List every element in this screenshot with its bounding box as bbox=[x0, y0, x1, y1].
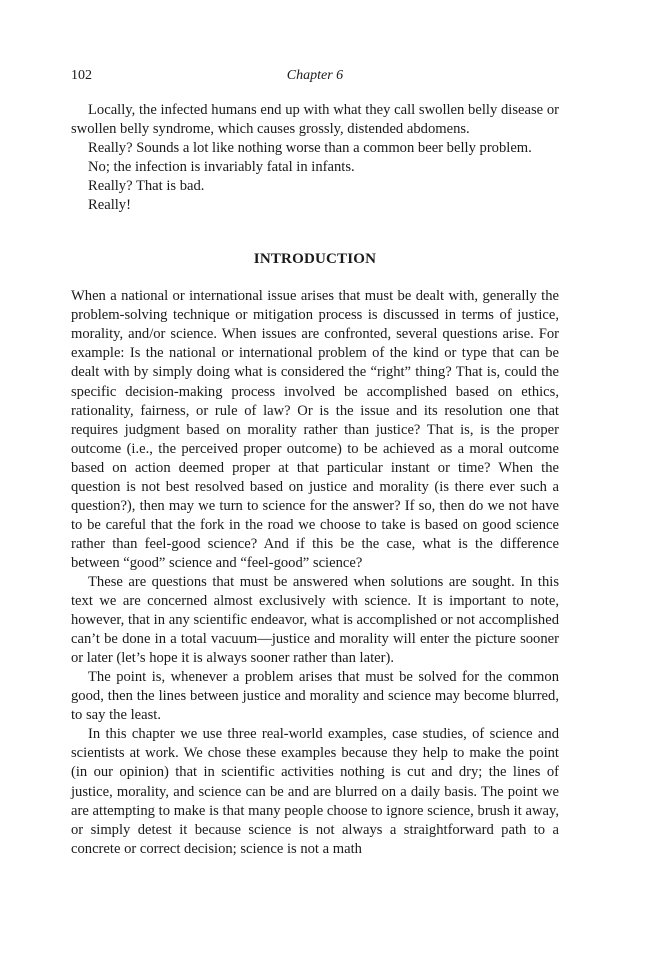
dialogue-line: Really! bbox=[88, 197, 131, 214]
dialogue-line: Locally, the infected humans end up with what they call swollen belly disease or swollen belly syndrome, which causes grossly, distended abdomens. bbox=[71, 102, 559, 138]
body-paragraph: The point is, whenever a problem arises that must be solved for the common good, then the lines between justice and morality and science may become blurred, to say the least. bbox=[71, 669, 559, 724]
page-content bbox=[71, 101, 559, 859]
body-paragraph: These are questions that must be answered when solutions are sought. In this text we are concerned almost exclusively with science. It is important to note, however, that in any scientific endeavor, what is accomplished or not accomplished can’t be done in a total vacuum—justice and morality will enter the picture sooner or later (let’s hope it is always sooner rather than later). bbox=[71, 573, 559, 667]
body-paragraph: In this chapter we use three real-world examples, case studies, of science and scientists at work. We chose these examples because they help to make the point (in our opinion) that in scientific activities nothing is cut and dry; the lines of justice, morality, and science can be and are blurred on a daily basis. The point we are attempting to make is that many people choose to ignore science, brush it away, or simply detest it because science is not always a straightforward path to a concrete or correct decision; science is not a math bbox=[71, 726, 559, 857]
dialogue-line: Really? Sounds a lot like nothing worse than a common beer belly problem. bbox=[88, 140, 532, 157]
section-heading: INTRODUCTION bbox=[253, 251, 377, 268]
page-number: 102 bbox=[71, 68, 92, 83]
chapter-label: Chapter 6 bbox=[286, 68, 344, 83]
dialogue-line: Really? That is bad. bbox=[88, 178, 205, 195]
dialogue-block bbox=[71, 101, 559, 215]
body-paragraph: When a national or international issue arises that must be dealt with, generally the problem-solving technique or mitigation process is discussed in terms of justice, morality, and/or science. When issues are confronted, several questions arise. For example: Is the national or international problem of the kind or type that can be dealt with by simply doing what is considered the “right” thing? That is, could the specific decision-making process involved be accomplished based on ethics, rationality, fairness, or rule of law? Or is the issue and its resolution one that requires judgment based on morality rather than justice? That is, is the proper outcome (i.e., the perceived proper outcome) to be achieved as a moral outcome based on action deemed proper at that particular instant or time? When the question is not best resolved based on justice and morality (is there ever such a question?), then may we turn to science for the answer? If so, then do we not have to be careful that the fork in the road we choose to take is based on good science rather than feel-good science? And if this be the case, what is the difference between “good” science and “feel-good” science? bbox=[71, 288, 559, 571]
book-page bbox=[71, 66, 559, 859]
running-head bbox=[71, 66, 559, 86]
dialogue-line: No; the infection is invariably fatal in infants. bbox=[88, 159, 355, 176]
